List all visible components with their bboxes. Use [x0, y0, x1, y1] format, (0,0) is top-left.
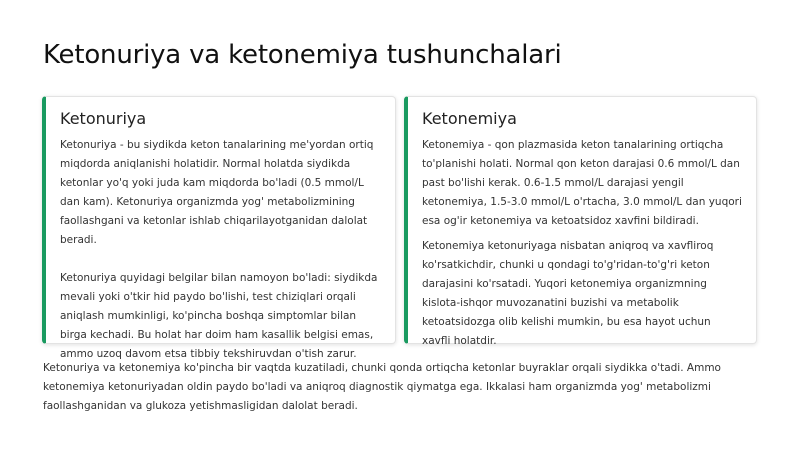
card-ketonemiya	[404, 96, 757, 347]
card-paragraph: Ketonuriya - bu siydikda keton tanalarining me'yordan ortiq miqdorda aniqlanishi holatidir. Normal holatda siydikda ketonlar yo'q yoki juda kam miqdorda bo'ladi (0.5 mmol/L dan kam). Ketonuriya organizmda yog' metabolizmining faollashgani va ketonlar ishlab chiqarilayotganidan dalolat beradi.	[60, 139, 374, 246]
card-heading: Ketonemiya	[422, 109, 517, 128]
card-paragraph: Ketonuriya quyidagi belgilar bilan namoyon bo'ladi: siydikda mevali yoki o'tkir hid paydo bo'lishi, test chiziqlari orqali aniqlash mumkinligi, ko'pincha boshqa simptomlar bilan birga kechadi. Bu holat har doim ham kasallik belgisi emas, ammo uzoq davom etsa tibbiy tekshiruvdan o'tish zarur.	[60, 272, 378, 360]
card-paragraph: Ketonemiya ketonuriyaga nisbatan aniqroq va xavfliroq ko'rsatkichdir, chunki u qondagi to'g'ridan-to'g'ri keton darajasini ko'rsatadi. Yuqori ketonemiya organizmning kislota-ishqor muvozanatini buzishi va metabolik ketoatsidozga olib kelishi mumkin, bu esa hayot uchun xavfli holatdir.	[422, 240, 714, 347]
card-ketonuriya	[42, 96, 396, 360]
page-title: Ketonuriya va ketonemiya tushunchalari	[43, 40, 562, 70]
card-paragraph: Ketonemiya - qon plazmasida keton tanalarining ortiqcha to'planishi holati. Normal qon keton darajasi 0.6 mmol/L dan past bo'lishi kerak. 0.6-1.5 mmol/L darajasi yengil ketonemiya, 1.5-3.0 mmol/L o'rtacha, 3.0 mmol/L dan yuqori esa og'ir ketonemiya va ketoatsidoz xavfini bildiradi.	[422, 139, 742, 227]
card-heading: Ketonuriya	[60, 109, 147, 128]
summary-paragraph: Ketonuriya va ketonemiya ko'pincha bir vaqtda kuzatiladi, chunki qonda ortiqcha ketonlar buyraklar orqali siydikka o'tadi. Ammo ketonemiya ketonuriyadan oldin paydo bo'ladi va aniqroq diagnostik qiymatga ega. Ikkalasi ham organizmda yog' metabolizmi faollashganidan va glukoza yetishmasligidan dalolat beradi.	[43, 362, 721, 412]
